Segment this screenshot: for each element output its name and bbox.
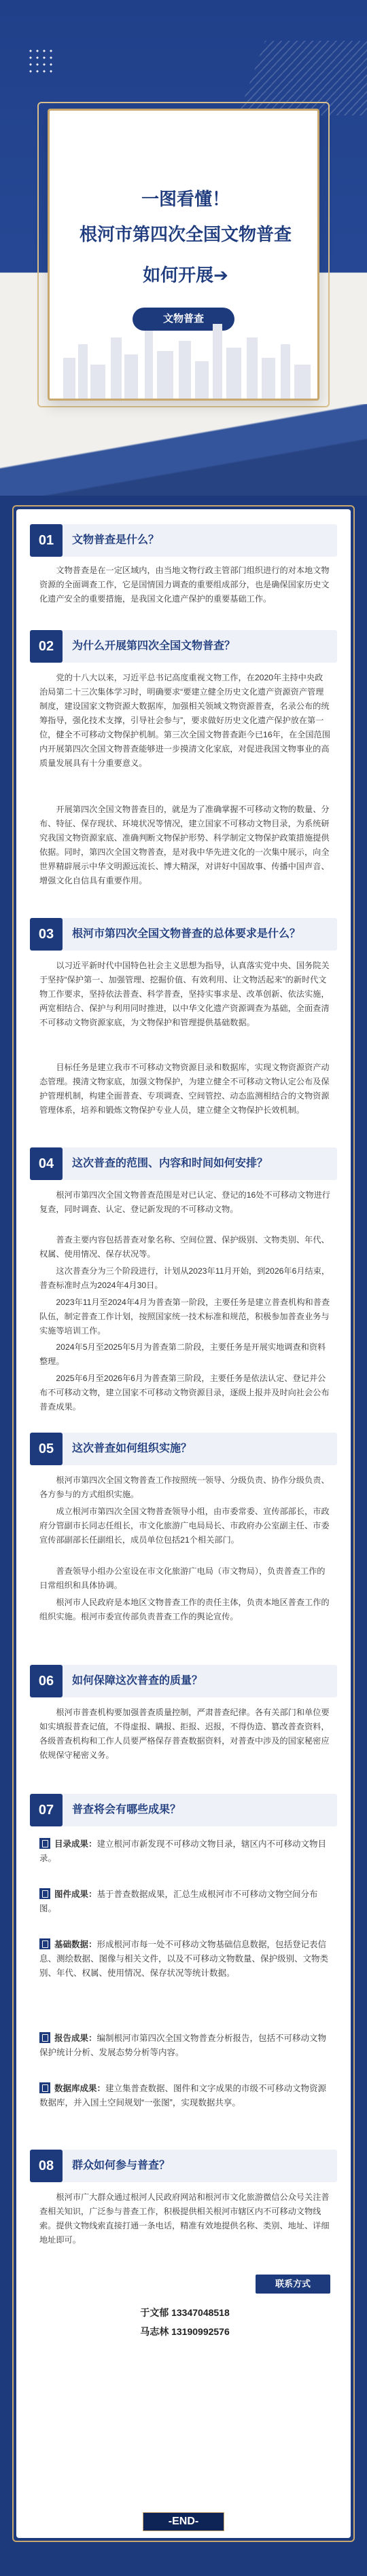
section-title: 为什么开展第四次全国文物普查？ (72, 640, 236, 652)
section-paragraph: 普查领导小组办公室设在市文化旅游广电局（市文物局），负责普查工作的日常组织和具体协调。 (39, 1566, 326, 1590)
document-icon (39, 1888, 50, 1899)
contact-label: 联系方式 (256, 2275, 330, 2294)
contact-line-2: 马志林 13190992576 (140, 2326, 230, 2337)
section-paragraph: 2024年5月至2025年5月为普查第二阶段，主要任务是开展实地调查和资料整理。 (39, 1342, 326, 1366)
section-title: 群众如何参与普查？ (72, 2160, 171, 2171)
section-number: 04 (30, 1147, 63, 1180)
section-paragraph: 开展第四次全国文物普查目的，就是为了准确掌握不可移动文物的数量、分布、特征、保存现状、环境状况等情况，建立国家不可移动文物目录，为系统研究我国文物资源家底、准确判断文物保护形势、科学制定文物保护政策措施提供依据。同时，第四次全国文物普查，是对我中华先进文化的一次集中展示，向全世界精辟展示中华文明源远流长、博大精深，对讲好中国故事、传播中国声音、增强文化自信具有重要作用。 (39, 805, 330, 885)
title-card (48, 109, 319, 401)
document-icon (39, 1838, 50, 1849)
result-label: 目录成果： (54, 1839, 97, 1849)
result-label: 基础数据： (54, 1940, 97, 1949)
content-area (0, 496, 367, 2576)
section-number: 02 (30, 630, 63, 663)
result-text: 形成根河市每一处不可移动文物基础信息数据，包括登记表信息、测绘数据、图像与相关文件，以及不可移动文物数量、保护级别、文物类别、年代、权属、使用情况、保存状况等统计数据。 (39, 1940, 329, 1978)
section-title: 这次普查如何组织实施？ (72, 1443, 192, 1454)
section-paragraph: 普查主要内容包括普查对象名称、空间位置、保护级别、文物类别、年代、权属、使用情况、保存状况等。 (39, 1235, 330, 1259)
section-number: 08 (30, 2150, 63, 2182)
section-paragraph: 根河市第四次全国文物普查范围是对已认定、登记的16处不可移动文物进行复查，同时调查、认定、登记新发现的不可移动文物。 (39, 1190, 330, 1214)
result-label: 报告成果： (54, 2034, 97, 2043)
section-paragraph: 2023年11月至2024年4月为普查第一阶段，主要任务是建立普查机构和普查队伍，制定普查工作计划，按照国家统一技术标准和规范，积极参加普查业务与实施等培训工作。 (39, 1298, 330, 1336)
contact-block (39, 2275, 330, 2356)
result-label: 图件成果： (54, 1890, 97, 1899)
section-title: 普查将会有哪些成果？ (72, 1804, 181, 1816)
hero-title-line3: 如何开展➔ (143, 265, 228, 285)
end-label: -END- (143, 2512, 224, 2531)
document-icon (39, 2082, 50, 2093)
section-header-07 (30, 1794, 337, 1826)
hero-title-line1: 一图看懂！ (141, 189, 230, 209)
section-paragraph: 根河市人民政府是本地区文物普查工作的责任主体，负责本地区普查工作的组织实施。根河市委宣传部负责普查工作的舆论宣传。 (39, 1598, 330, 1621)
result-text: 编制根河市第四次全国文物普查分析报告，包括不可移动文物保护统计分析、发展态势分析等内容。 (39, 2034, 327, 2057)
section-header-02 (30, 630, 337, 663)
end-marker (129, 2505, 238, 2533)
section-header-05 (30, 1433, 337, 1465)
section-title: 根河市第四次全国文物普查的总体要求是什么？ (72, 928, 301, 940)
result-item-report (39, 2031, 330, 2060)
section-header-03 (30, 918, 337, 951)
city-skyline-illustration (50, 317, 321, 399)
section-paragraph: 2025年6月至2026年6月为普查第三阶段，主要任务是依法认定、登记并公布不可移动文物，建立国家不可移动文物资源目录，逐级上报并及时向社会公布普查成果。 (39, 1374, 330, 1412)
section-title: 文物普查是什么？ (72, 534, 160, 546)
section-paragraph: 这次普查分为三个阶段进行，计划从2023年11月开始，到2026年6月结束，普查标准时点为2024年4月30日。 (39, 1266, 330, 1290)
section-header-04 (30, 1147, 337, 1180)
section-header-08 (30, 2150, 337, 2182)
section-number: 06 (30, 1665, 63, 1697)
section-paragraph: 党的十八大以来，习近平总书记高度重视文物工作，在2020年主持中央政治局第二十三次集体学习时，明确要求“要建立健全历史文化遗产资源资产管理制度，建设国家文物资源大数据库，加强相关领域文物资源普查，名录公布的统筹指导，强化技术支撑，引导社会参与”，要求做好历史文化遗产保护放在第一位，健全不可移动文物保护机制。第三次全国文物普查距今已16年，在全国范围内开展第四次全国文物普查能够进一步摸清文化家底，对促进我国文物事业的高质量发展具有十分重要意义。 (39, 673, 330, 768)
hero-title-line2: 根河市第四次全国文物普查 (79, 224, 292, 244)
section-number: 07 (30, 1794, 63, 1826)
dot-pattern-decoration (27, 48, 54, 75)
section-title: 如何保障这次普查的质量？ (72, 1675, 203, 1687)
section-paragraph: 以习近平新时代中国特色社会主义思想为指导，认真落实党中央、国务院关于坚持“保护第一、加强管理、挖掘价值、有效利用、让文物活起来”的新时代文物工作要求，坚持依法普查、科学普查，坚持实事求是、改革创新、依法实施，两宽相结合、保护与利用同时推进，以中华文化遗产资源调查为基础，全面查清不可移动文物资源家底，为文物保护和管理提供基础数据。 (39, 961, 330, 1027)
result-label: 数据库成果： (54, 2084, 106, 2093)
result-text: 建立集普查数据、图件和文字成果的市级不可移动文物资源数据库，并入国土空间规划“一张图”，实现数据共享。 (39, 2084, 327, 2108)
hero-banner (0, 0, 367, 496)
document-icon (39, 1938, 50, 1949)
section-paragraph: 目标任务是建立我市不可移动文物资源目录和数据库，实现文物资源资产动态管理。摸清文物家底，加强文物保护，为建立健全不可移动文物认定公布及保护管理机制，构建全面普查、专项调查、空间管控、动态监测相结合的文物资源管理体系，培养和锻炼文物保护专业人员，建立健全文物保护长效机制。 (39, 1063, 330, 1115)
result-text: 建立根河市新发现不可移动文物目录，辖区内不可移动文物目录。 (39, 1839, 327, 1863)
section-paragraph: 根河市第四次全国文物普查工作按照统一领导、分级负责、协作分级负责、各方参与的方式组织实施。 (39, 1475, 330, 1499)
result-item-basic-data (39, 1938, 330, 1981)
section-paragraph: 成立根河市第四次全国文物普查领导小组，由市委常委、宣传部部长，市政府分管副市长同志任组长，市文化旅游广电局局长、市政府办公室副主任、市委宣传部副部长任副组长，成员单位包括21个相关部门。 (39, 1507, 330, 1545)
result-item-database (39, 2082, 330, 2110)
wave-decoration (0, 404, 367, 499)
result-item-catalog (39, 1837, 330, 1866)
contact-line-1: 于文郁 13347048518 (140, 2307, 230, 2318)
result-item-maps (39, 1888, 330, 1916)
section-title: 这次普查的范围、内容和时间如何安排？ (72, 1158, 268, 1169)
section-paragraph: 根河市广大群众通过根河人民政府网站和根河市文化旅游微信公众号关注普查相关知识，广泛参与普查工作，积极提供相关根河市辖区内不可移动文物线索。提供文物线索直接打通一条电话，精准有效地提供名称、类别、地址、详细地址即可。 (39, 2192, 330, 2245)
section-number: 03 (30, 918, 63, 951)
section-number: 01 (30, 524, 63, 557)
section-number: 05 (30, 1433, 63, 1465)
result-text: 基于普查数据成果，汇总生成根河市不可移动文物空间分布图。 (39, 1890, 318, 1913)
hero-tag-pill: 文物普查 (133, 308, 234, 331)
section-paragraph: 根河市普查机构要加强普查质量控制，严肃普查纪律。各有关部门和单位要如实填报普查记值，不得虚报、瞒报、拒报、迟报，不得伪造、篡改普查资料，各级普查机构和工作人员要严格保存普查数据资料，对普查中涉及的国家秘密应依规保守秘密义务。 (39, 1708, 330, 1760)
document-icon (39, 2032, 50, 2043)
section-header-01 (30, 524, 337, 557)
section-header-06 (30, 1665, 337, 1697)
section-paragraph: 文物普查是在一定区域内，由当地文物行政主管部门组织进行的对本地文物资源的全面调查工作，它是国情国力调查的重要组成部分，也是确保国家历史文化遗产安全的重要措施，是我国文化遗产保护的重要基础工作。 (39, 566, 330, 604)
